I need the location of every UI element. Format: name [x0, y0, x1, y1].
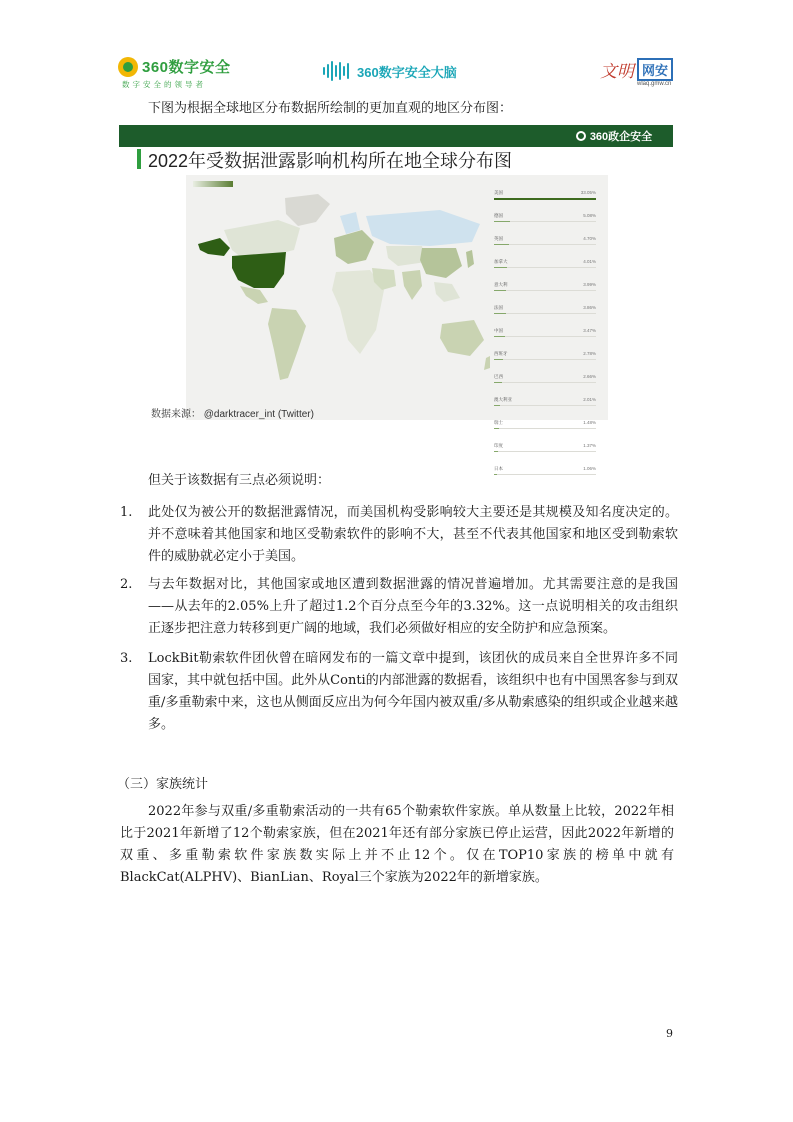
ranking-row [490, 234, 600, 257]
ranking-row [490, 303, 600, 326]
ranking-bar [494, 474, 497, 475]
ranking-row [490, 188, 600, 211]
ranking-bar-track [494, 359, 596, 360]
figure-band-brand [555, 125, 673, 147]
section-heading: （三）家族统计 [117, 776, 209, 791]
section-paragraph: 2022年参与双重/多重勒索活动的一共有65个勒索软件家族。单从数量上比较，2022年相比于2021年新增了12个勒索家族，但在2021年还有部分家族已停止运营，因此2022年新增的双重、多重勒索软件家族数实际上并不止12个。仅在TOP10家族的榜单中就有BlackCat(ALPHV)、BianLian、Royal三个家族为2022年的新增家族。 [120, 804, 674, 885]
ranking-country-label: 西班牙 [494, 351, 508, 356]
ranking-bar [494, 359, 503, 360]
map-region-south-america [268, 308, 306, 380]
ranking-bar-track [494, 198, 596, 199]
ranking-value-label: 3.86% [583, 305, 596, 310]
figure-band-brand-text: 360政企安全 [589, 131, 653, 143]
ranking-value-label: 2.01% [583, 397, 596, 402]
map-region-alaska [198, 238, 230, 256]
ranking-bar [494, 428, 499, 429]
ranking-row [490, 372, 600, 395]
map-region-central-asia [386, 246, 426, 266]
ranking-bar [494, 267, 507, 268]
map-region-scandinavia [340, 212, 360, 234]
ranking-row [490, 326, 600, 349]
map-region-australia [440, 320, 484, 356]
map-color-scale [193, 181, 233, 187]
figure-title-accent [137, 149, 141, 169]
map-region-india [402, 270, 422, 300]
ranking-bar [494, 290, 506, 291]
page-header [0, 0, 793, 100]
ranking-value-label: 1.37% [583, 443, 596, 448]
list-item-text: 此处仅为被公开的数据泄露情况，而美国机构受影响较大主要还是其规模及知名度决定的。并不意味着其他国家和地区受勒索软件的影响不大，甚至不代表其他国家和地区受到勒索软件的威胁就必定小于美国。 [148, 505, 678, 564]
list-item-text: 与去年数据对比，其他国家或地区遭到数据泄露的情况普遍增加。尤其需要注意的是我国——从去年的2.05%上升了超过1.2个百分点至今年的3.32%。这一点说明相关的攻击组织正逐步把注意力转移到更广阔的地域，我们必须做好相应的安全防护和应急预案。 [148, 577, 678, 636]
ranking-value-label: 3.47% [583, 328, 596, 333]
ranking-country-label: 日本 [494, 466, 503, 471]
map-region-europe [334, 230, 374, 264]
ranking-row [490, 395, 600, 418]
sound-wave-icon [323, 60, 349, 82]
ranking-bar [494, 405, 500, 406]
page-number: 9 [666, 1027, 673, 1040]
map-region-mexico [240, 286, 268, 304]
ranking-bar-track [494, 244, 596, 245]
ranking-country-label: 印度 [494, 443, 503, 448]
list-item-number: 1. [120, 505, 133, 520]
ranking-country-label: 法国 [494, 305, 503, 310]
ranking-country-label: 中国 [494, 328, 503, 333]
ranking-bar [494, 336, 505, 337]
ranking-bar [494, 198, 596, 200]
map-region-usa [232, 252, 286, 288]
ranking-bar-track [494, 451, 596, 452]
list-item-number: 3. [120, 651, 133, 666]
right-brand-script: 文明 [600, 62, 634, 82]
ranking-row [490, 441, 600, 464]
ranking-row [490, 257, 600, 280]
ranking-value-label: 4.01% [583, 259, 596, 264]
center-brand-text: 360数字安全大脑 [357, 64, 457, 80]
country-ranking-list [490, 188, 600, 487]
map-region-japan [466, 250, 474, 268]
ranking-country-label: 德国 [494, 213, 503, 218]
ranking-bar-track [494, 336, 596, 337]
map-region-greenland [285, 194, 330, 226]
left-brand-tagline: 数字安全的领导者 [122, 80, 206, 89]
ranking-bar-track [494, 405, 596, 406]
map-region-southeast-asia [434, 282, 460, 302]
ranking-country-label: 加拿大 [494, 259, 508, 264]
ranking-country-label: 澳大利亚 [494, 397, 512, 402]
brand-logo-360-digital-security [118, 56, 231, 77]
ranking-row [490, 349, 600, 372]
ranking-bar [494, 382, 502, 383]
ranking-row [490, 418, 600, 441]
ranking-value-label: 33.05% [580, 190, 596, 195]
list-item-number: 2. [120, 577, 133, 592]
ranking-bar [494, 221, 510, 222]
ranking-country-label: 英国 [494, 236, 503, 241]
ranking-value-label: 1.06% [583, 466, 596, 471]
ranking-country-label: 瑞士 [494, 420, 503, 425]
ranking-bar-track [494, 428, 596, 429]
ranking-bar [494, 244, 509, 245]
brand-logo-wenming-wangan [600, 57, 673, 82]
ranking-country-label: 美国 [494, 190, 503, 195]
ranking-row [490, 280, 600, 303]
ranking-country-label: 意大利 [494, 282, 508, 287]
figure-header-band [119, 125, 673, 147]
ranking-bar-track [494, 221, 596, 222]
ranking-value-label: 3.99% [583, 282, 596, 287]
figure-title: 2022年受数据泄露影响机构所在地全球分布图 [148, 151, 513, 171]
map-region-russia [366, 210, 480, 246]
right-brand-url: wlaq.gmw.cn [637, 81, 672, 87]
left-brand-text: 360数字安全 [142, 59, 231, 76]
360-ring-icon [576, 131, 586, 141]
ranking-country-label: 巴西 [494, 374, 503, 379]
ranking-bar-track [494, 267, 596, 268]
ranking-bar-track [494, 382, 596, 383]
map-region-canada [224, 220, 300, 258]
ranking-value-label: 2.78% [583, 351, 596, 356]
ranking-row [490, 211, 600, 234]
brand-logo-security-brain [323, 60, 457, 82]
lead-text: 但关于该数据有三点必须说明： [148, 473, 331, 488]
ranking-bar-track [494, 290, 596, 291]
ranking-value-label: 5.08% [583, 213, 596, 218]
map-region-china [420, 248, 462, 278]
ranking-bar [494, 313, 506, 314]
ranking-value-label: 1.48% [583, 420, 596, 425]
world-choropleth-map [190, 190, 490, 410]
ranking-bar-track [494, 313, 596, 314]
ranking-value-label: 4.70% [583, 236, 596, 241]
ranking-row [490, 464, 600, 487]
right-brand-box: 网安 [637, 58, 673, 81]
intro-text: 下图为根据全球地区分布数据所绘制的更加直观的地区分布图： [148, 101, 513, 116]
ranking-value-label: 2.66% [583, 374, 596, 379]
ranking-bar-track [494, 474, 596, 475]
list-item-text: LockBit勒索软件团伙曾在暗网发布的一篇文章中提到，该团伙的成员来自全世界许多不同国家，其中就包括中国。此外从Conti的内部泄露的数据看，该组织中也有中国黑客参与到双重/多重勒索中来，这也从侧面反应出为何今年国内被双重/多从勒索感染的组织或企业越来越多。 [148, 651, 678, 732]
360-logo-icon [118, 57, 138, 77]
data-source-note: 数据来源： @darktracer_int (Twitter) [151, 409, 314, 420]
ranking-bar [494, 451, 498, 452]
